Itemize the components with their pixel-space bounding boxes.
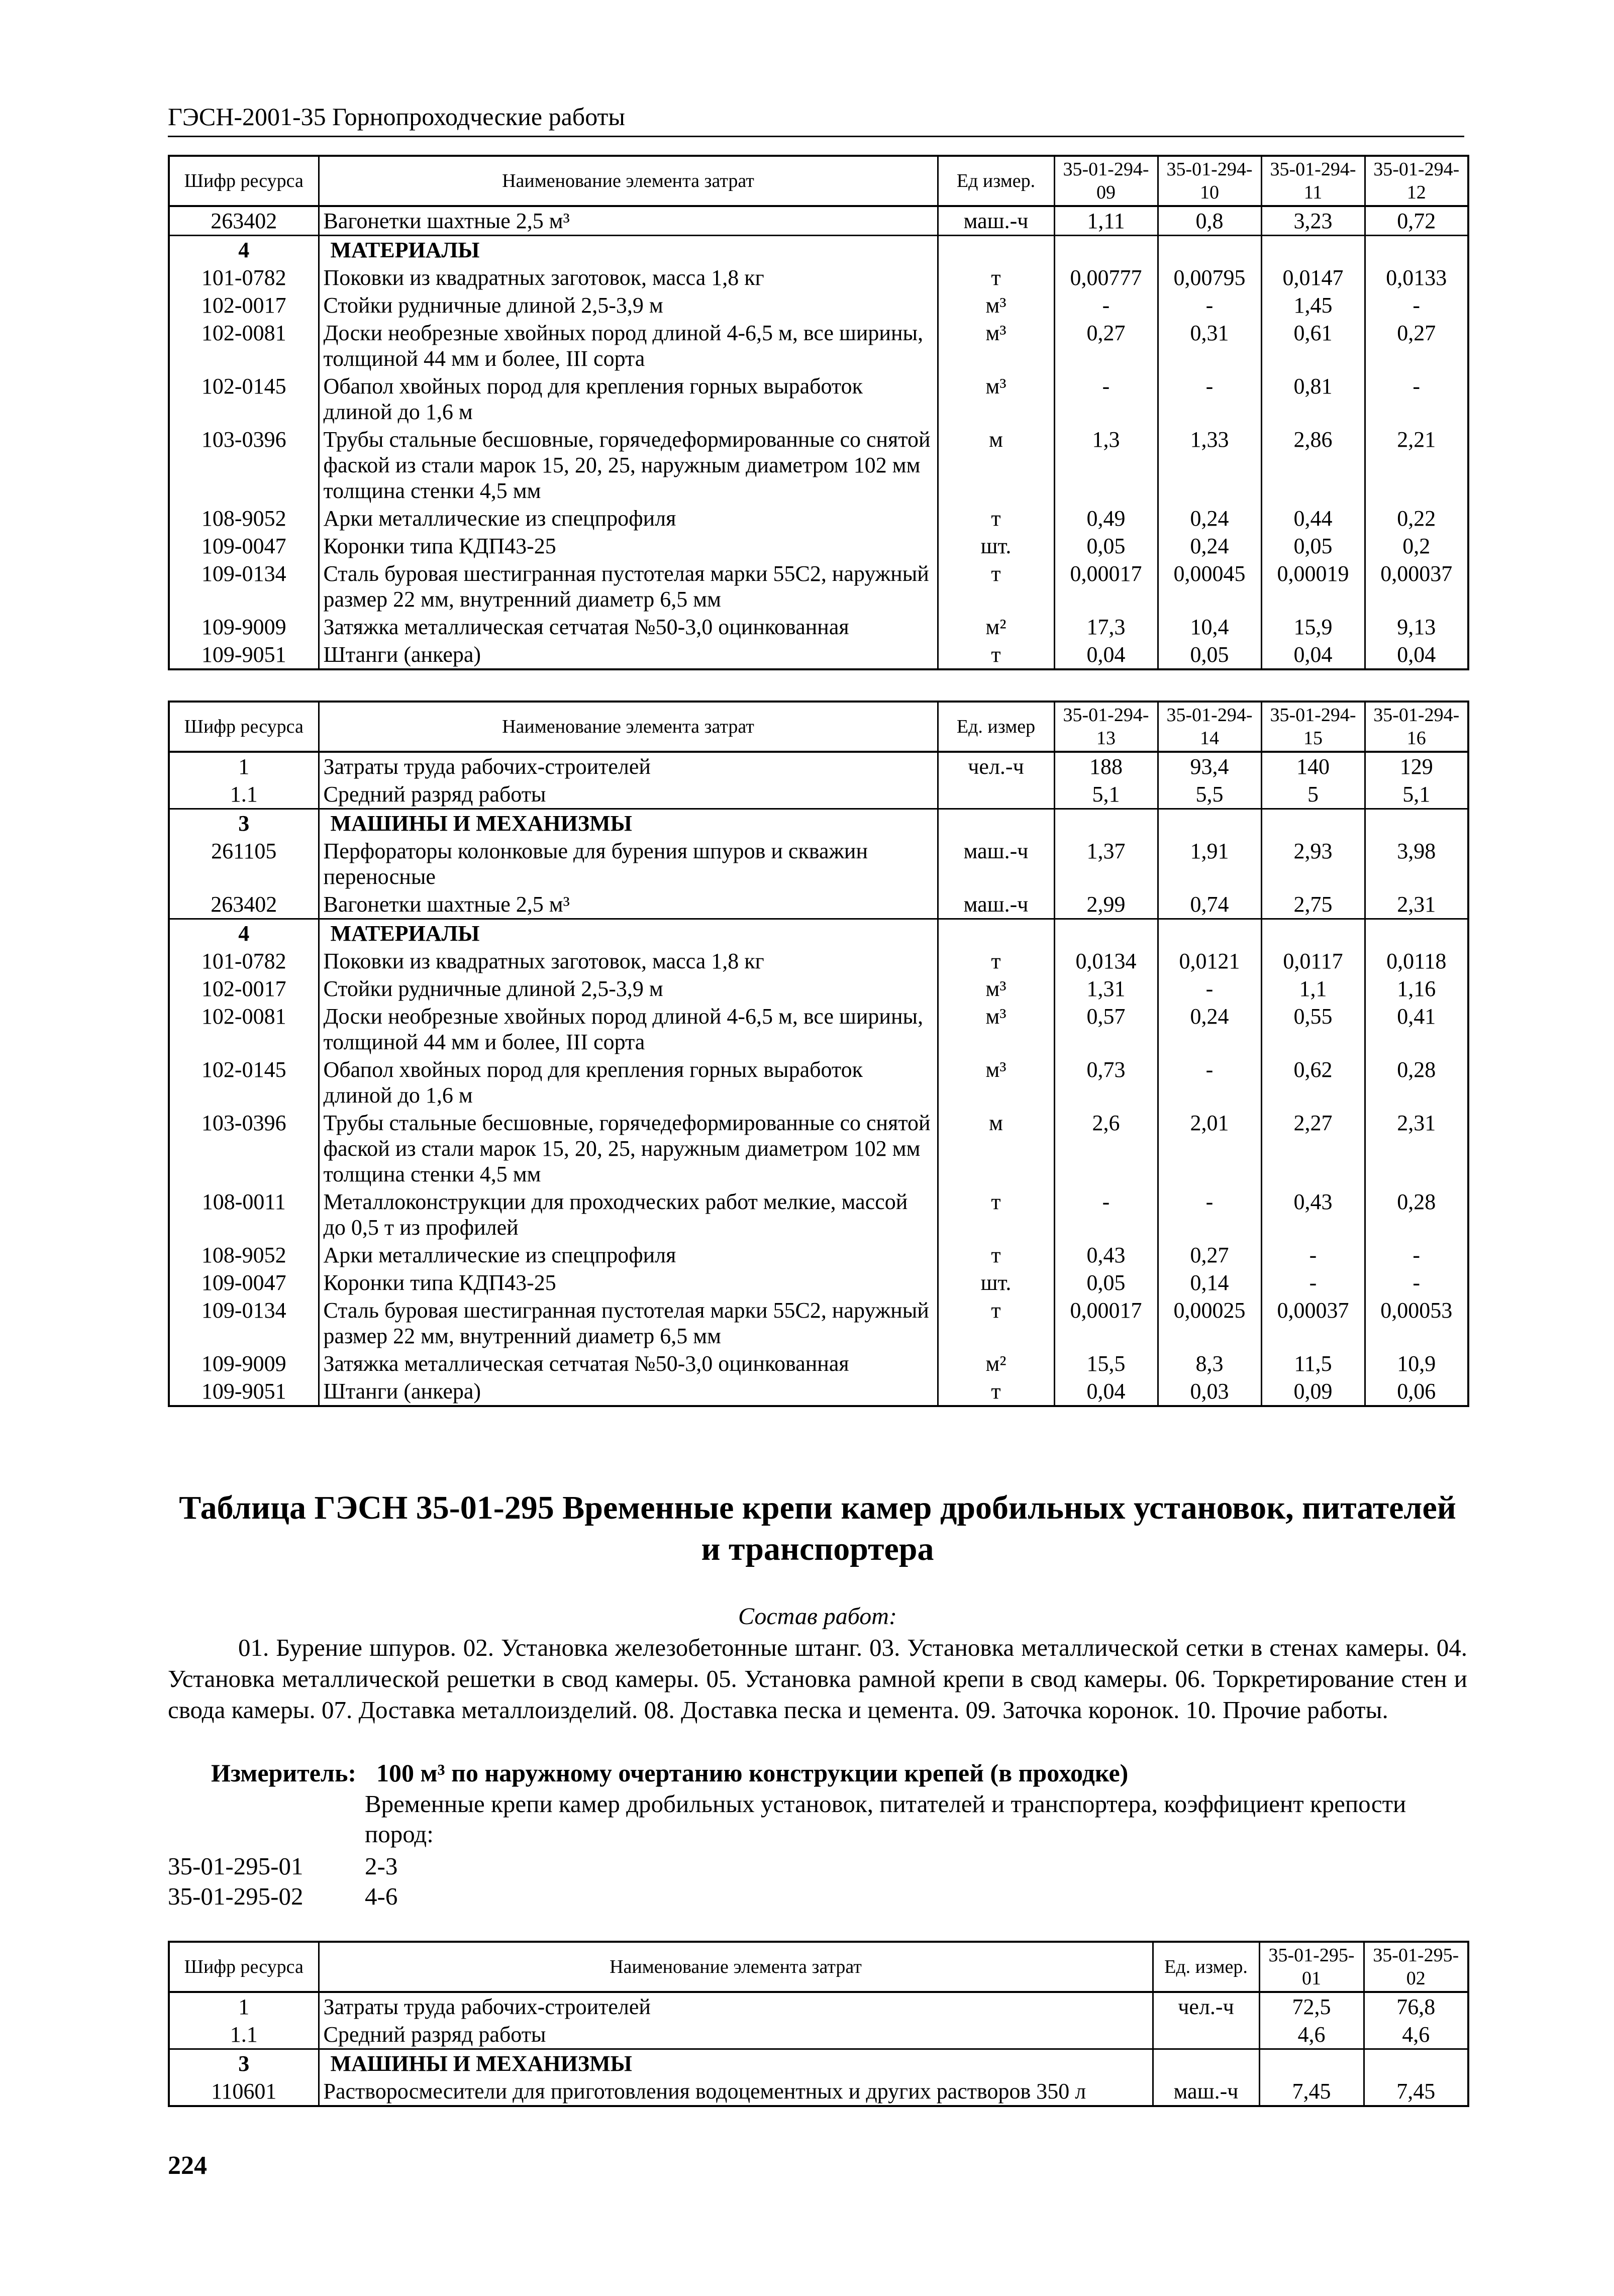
unit-cell: м xyxy=(938,1109,1054,1188)
resource-code-cell: 109-9051 xyxy=(169,641,319,669)
variant-row xyxy=(168,1881,397,1912)
table-title-295: Таблица ГЭСН 35-01-295 Временные крепи камер дробильных установок, питателей и транспортера xyxy=(179,1489,1456,1567)
norm-value-cell: 0,04 xyxy=(1261,641,1365,669)
table-row xyxy=(169,1109,1468,1188)
resource-code-cell: 109-9051 xyxy=(169,1377,319,1406)
table-row xyxy=(169,837,1468,890)
norm-value-cell: 0,31 xyxy=(1158,319,1261,372)
resource-name-cell: МАШИНЫ И МЕХАНИЗМЫ xyxy=(319,809,938,838)
unit-cell: т xyxy=(938,1296,1054,1350)
norm-value-cell: 0,00045 xyxy=(1158,560,1261,613)
resource-name-cell: Затраты труда рабочих-строителей xyxy=(319,752,938,780)
resource-name-cell: Коронки типа КДП43-25 xyxy=(319,1269,938,1296)
norm-value-cell: 0,27 xyxy=(1054,319,1158,372)
resource-name-cell: Штанги (анкера) xyxy=(319,641,938,669)
norm-value-cell: 2,27 xyxy=(1261,1109,1365,1188)
unit-cell: т xyxy=(938,1377,1054,1406)
resource-name-cell: Трубы стальные бесшовные, горячедеформированные со снятой фаской из стали марок 15, 20, 25, наружным диаметром 102 мм толщина стенки 4,5 мм xyxy=(319,426,938,505)
col-header-code: Шифр ресурса xyxy=(169,156,319,206)
meter-label: Измеритель: xyxy=(211,1759,357,1787)
variant-code: 35-01-295-01 xyxy=(168,1852,304,1880)
col-header-name: Наименование элемента затрат xyxy=(319,1942,1153,1992)
resource-name-cell: Трубы стальные бесшовные, горячедеформированные со снятой фаской из стали марок 15, 20, 25, наружным диаметром 102 мм толщина стенки 4,5 мм xyxy=(319,1109,938,1188)
norm-value-cell: 0,28 xyxy=(1365,1188,1468,1241)
meter-line xyxy=(211,1758,1148,1788)
unit-cell xyxy=(938,919,1054,948)
resource-code-cell: 109-0047 xyxy=(169,1269,319,1296)
norm-value-cell: 0,06 xyxy=(1365,1377,1468,1406)
norm-value-cell: 0,05 xyxy=(1261,532,1365,560)
resource-name-cell: Обапол хвойных пород для крепления горных выработок длиной до 1,6 м xyxy=(319,1056,938,1109)
norm-value-cell xyxy=(1365,236,1468,264)
running-header: ГЭСН-2001-35 Горнопроходческие работы xyxy=(168,102,1464,137)
norm-value-cell: 0,0117 xyxy=(1261,947,1365,975)
col-header-norm: 35-01-295-02 xyxy=(1364,1942,1468,1992)
norm-value-cell: 1,91 xyxy=(1158,837,1261,890)
table-row xyxy=(169,947,1468,975)
norm-value-cell xyxy=(1054,809,1158,838)
resource-code-cell: 108-9052 xyxy=(169,505,319,532)
page-number: 224 xyxy=(168,2151,207,2180)
resource-name-cell: МАШИНЫ И МЕХАНИЗМЫ xyxy=(319,2049,1153,2078)
norm-value-cell: 5,1 xyxy=(1054,780,1158,809)
norm-value-cell: - xyxy=(1365,1269,1468,1296)
table-row xyxy=(169,641,1468,669)
unit-cell: т xyxy=(938,641,1054,669)
resource-table-294-09-12 xyxy=(168,155,1469,670)
norm-value-cell: 2,31 xyxy=(1365,890,1468,919)
norm-value-cell: 2,86 xyxy=(1261,426,1365,505)
table-row xyxy=(169,1188,1468,1241)
resource-code-cell: 102-0145 xyxy=(169,372,319,426)
table-row xyxy=(169,1296,1468,1350)
norm-value-cell: 0,00053 xyxy=(1365,1296,1468,1350)
variant-value: 4-6 xyxy=(365,1882,398,1910)
unit-cell xyxy=(938,809,1054,838)
unit-cell: м xyxy=(938,426,1054,505)
unit-cell: маш.-ч xyxy=(938,837,1054,890)
norm-value-cell: 0,00019 xyxy=(1261,560,1365,613)
unit-cell: маш.-ч xyxy=(938,206,1054,236)
norm-value-cell: 0,14 xyxy=(1158,1269,1261,1296)
norm-value-cell: 76,8 xyxy=(1364,1992,1468,2021)
norm-value-cell: 2,31 xyxy=(1365,1109,1468,1188)
norm-value-cell xyxy=(1259,2049,1364,2078)
unit-cell: т xyxy=(938,264,1054,291)
resource-name-cell: Вагонетки шахтные 2,5 м³ xyxy=(319,890,938,919)
norm-value-cell xyxy=(1158,236,1261,264)
resource-name-cell: Растворосмесители для приготовления водоцементных и других растворов 350 л xyxy=(319,2077,1153,2106)
norm-value-cell: 15,5 xyxy=(1054,1350,1158,1377)
composition-text: 01. Бурение шпуров. 02. Установка железобетонные штанг. 03. Установка металлической сетки в стенах камеры. 04. Установка металлической решетки в свод камеры. 05. Установка рамной крепи в свод камеры. 06. Торкретирование стен и свода камеры. 07. Доставка металлоизделий. 08. Доставка песка и цемента. 09. Заточка коронок. 10. Прочие работы. xyxy=(168,1634,1467,1724)
norm-value-cell: - xyxy=(1365,291,1468,319)
unit-cell: м³ xyxy=(938,372,1054,426)
table-row xyxy=(169,291,1468,319)
norm-value-cell: 1,45 xyxy=(1261,291,1365,319)
resource-code-cell: 4 xyxy=(169,919,319,948)
table-row xyxy=(169,1241,1468,1269)
norm-value-cell: 0,24 xyxy=(1158,532,1261,560)
norm-value-cell: 129 xyxy=(1365,752,1468,780)
unit-cell: м³ xyxy=(938,975,1054,1003)
col-header-norm: 35-01-294-14 xyxy=(1158,702,1261,752)
col-header-norm: 35-01-295-01 xyxy=(1259,1942,1364,1992)
norm-value-cell xyxy=(1261,809,1365,838)
norm-value-cell: - xyxy=(1158,1056,1261,1109)
norm-value-cell: 0,00037 xyxy=(1261,1296,1365,1350)
resource-code-cell: 102-0081 xyxy=(169,1003,319,1056)
table-row xyxy=(169,975,1468,1003)
resource-name-cell: Стойки рудничные длиной 2,5-3,9 м xyxy=(319,975,938,1003)
norm-value-cell: - xyxy=(1054,372,1158,426)
norm-value-cell: 2,75 xyxy=(1261,890,1365,919)
table-row xyxy=(169,2049,1468,2078)
norm-value-cell: 0,00017 xyxy=(1054,560,1158,613)
unit-cell xyxy=(1153,2021,1259,2049)
norm-value-cell: - xyxy=(1365,1241,1468,1269)
resource-code-cell: 1.1 xyxy=(169,780,319,809)
norm-value-cell xyxy=(1054,919,1158,948)
resource-code-cell: 263402 xyxy=(169,890,319,919)
norm-value-cell: 0,61 xyxy=(1261,319,1365,372)
norm-value-cell: 8,3 xyxy=(1158,1350,1261,1377)
resource-name-cell: Поковки из квадратных заготовок, масса 1,8 кг xyxy=(319,264,938,291)
norm-value-cell: 0,49 xyxy=(1054,505,1158,532)
norm-value-cell: 1,37 xyxy=(1054,837,1158,890)
resource-name-cell: Арки металлические из спецпрофиля xyxy=(319,505,938,532)
norm-value-cell: 0,43 xyxy=(1054,1241,1158,1269)
norm-value-cell: 1,31 xyxy=(1054,975,1158,1003)
norm-value-cell xyxy=(1261,236,1365,264)
unit-cell: м² xyxy=(938,1350,1054,1377)
col-header-norm: 35-01-294-13 xyxy=(1054,702,1158,752)
table-row xyxy=(169,560,1468,613)
resource-code-cell: 103-0396 xyxy=(169,1109,319,1188)
unit-cell xyxy=(938,236,1054,264)
table-row xyxy=(169,2021,1468,2049)
norm-value-cell: 0,0121 xyxy=(1158,947,1261,975)
norm-value-cell: - xyxy=(1054,291,1158,319)
resource-code-cell: 108-9052 xyxy=(169,1241,319,1269)
table-row xyxy=(169,532,1468,560)
norm-value-cell: 72,5 xyxy=(1259,1992,1364,2021)
norm-value-cell: 0,04 xyxy=(1365,641,1468,669)
table-row xyxy=(169,752,1468,780)
norm-value-cell: - xyxy=(1261,1269,1365,1296)
norm-value-cell: 17,3 xyxy=(1054,613,1158,641)
unit-cell: м² xyxy=(938,613,1054,641)
norm-value-cell: 0,57 xyxy=(1054,1003,1158,1056)
resource-name-cell: Затяжка металлическая сетчатая №50-3,0 оцинкованная xyxy=(319,1350,938,1377)
resource-code-cell: 1 xyxy=(169,752,319,780)
table-row xyxy=(169,1377,1468,1406)
resource-name-cell: Сталь буровая шестигранная пустотелая марки 55С2, наружный размер 22 мм, внутренний диаметр 6,5 мм xyxy=(319,1296,938,1350)
norm-value-cell: 0,00037 xyxy=(1365,560,1468,613)
resource-table-295 xyxy=(168,1941,1469,2107)
norm-value-cell: 9,13 xyxy=(1365,613,1468,641)
col-header-norm: 35-01-294-15 xyxy=(1261,702,1365,752)
norm-value-cell: 0,74 xyxy=(1158,890,1261,919)
norm-value-cell: 2,6 xyxy=(1054,1109,1158,1188)
norm-value-cell: 0,62 xyxy=(1261,1056,1365,1109)
norm-value-cell: 140 xyxy=(1261,752,1365,780)
norm-value-cell: 0,27 xyxy=(1158,1241,1261,1269)
norm-value-cell: 1,3 xyxy=(1054,426,1158,505)
resource-name-cell: МАТЕРИАЛЫ xyxy=(319,919,938,948)
norm-value-cell: - xyxy=(1261,1241,1365,1269)
norm-value-cell: 0,8 xyxy=(1158,206,1261,236)
resource-code-cell: 102-0081 xyxy=(169,319,319,372)
resource-code-cell: 3 xyxy=(169,2049,319,2078)
table-body xyxy=(169,206,1468,669)
norm-value-cell: 0,05 xyxy=(1054,532,1158,560)
resource-table-294-13-16 xyxy=(168,701,1469,1407)
norm-value-cell: 1,33 xyxy=(1158,426,1261,505)
norm-value-cell xyxy=(1054,236,1158,264)
col-header-code: Шифр ресурса xyxy=(169,1942,319,1992)
col-header-norm: 35-01-294-12 xyxy=(1365,156,1468,206)
table-row xyxy=(169,372,1468,426)
unit-cell: м³ xyxy=(938,291,1054,319)
col-header-unit: Ед измер. xyxy=(938,156,1054,206)
norm-value-cell: 0,41 xyxy=(1365,1003,1468,1056)
norm-value-cell: 5 xyxy=(1261,780,1365,809)
table-row xyxy=(169,505,1468,532)
norm-value-cell: 93,4 xyxy=(1158,752,1261,780)
norm-value-cell: 0,0147 xyxy=(1261,264,1365,291)
resource-code-cell: 103-0396 xyxy=(169,426,319,505)
resource-code-cell: 263402 xyxy=(169,206,319,236)
unit-cell: т xyxy=(938,1188,1054,1241)
resource-code-cell: 109-0047 xyxy=(169,532,319,560)
unit-cell: м³ xyxy=(938,319,1054,372)
resource-name-cell: Доски необрезные хвойных пород длиной 4-6,5 м, все ширины, толщиной 44 мм и более, III сорта xyxy=(319,319,938,372)
unit-cell: шт. xyxy=(938,1269,1054,1296)
norm-value-cell: 1,16 xyxy=(1365,975,1468,1003)
table-row xyxy=(169,919,1468,948)
norm-value-cell: 0,00777 xyxy=(1054,264,1158,291)
norm-value-cell: 0,00025 xyxy=(1158,1296,1261,1350)
norm-value-cell: 0,55 xyxy=(1261,1003,1365,1056)
resource-name-cell: Металлоконструкции для проходческих работ мелкие, массой до 0,5 т из профилей xyxy=(319,1188,938,1241)
norm-value-cell: 10,9 xyxy=(1365,1350,1468,1377)
resource-code-cell: 1 xyxy=(169,1992,319,2021)
norm-value-cell: 0,04 xyxy=(1054,1377,1158,1406)
composition-heading: Состав работ: xyxy=(738,1603,897,1630)
table-header-row xyxy=(169,1942,1468,1992)
norm-value-cell: 0,72 xyxy=(1365,206,1468,236)
norm-value-cell: 2,93 xyxy=(1261,837,1365,890)
resource-name-cell: Обапол хвойных пород для крепления горных выработок длиной до 1,6 м xyxy=(319,372,938,426)
norm-value-cell: 0,05 xyxy=(1158,641,1261,669)
norm-value-cell: 0,0118 xyxy=(1365,947,1468,975)
unit-cell: маш.-ч xyxy=(1153,2077,1259,2106)
norm-value-cell: - xyxy=(1158,975,1261,1003)
norm-value-cell: 0,00795 xyxy=(1158,264,1261,291)
col-header-unit: Ед. измер xyxy=(938,702,1054,752)
norm-value-cell: 3,98 xyxy=(1365,837,1468,890)
norm-value-cell: 0,27 xyxy=(1365,319,1468,372)
norm-value-cell xyxy=(1364,2049,1468,2078)
table-row xyxy=(169,236,1468,264)
resource-code-cell: 4 xyxy=(169,236,319,264)
resource-name-cell: Сталь буровая шестигранная пустотелая марки 55С2, наружный размер 22 мм, внутренний диаметр 6,5 мм xyxy=(319,560,938,613)
norm-value-cell: - xyxy=(1158,291,1261,319)
table-row xyxy=(169,1269,1468,1296)
resource-name-cell: Затраты труда рабочих-строителей xyxy=(319,1992,1153,2021)
unit-cell xyxy=(938,780,1054,809)
resource-name-cell: Средний разряд работы xyxy=(319,780,938,809)
resource-code-cell: 102-0017 xyxy=(169,975,319,1003)
resource-code-cell: 110601 xyxy=(169,2077,319,2106)
norm-value-cell: - xyxy=(1158,372,1261,426)
col-header-name: Наименование элемента затрат xyxy=(319,702,938,752)
col-header-norm: 35-01-294-09 xyxy=(1054,156,1158,206)
table-row xyxy=(169,780,1468,809)
table-row xyxy=(169,1350,1468,1377)
variants-description: Временные крепи камер дробильных установок, питателей и транспортера, коэффициент крепости пород: xyxy=(365,1790,1406,1848)
resource-code-cell: 109-9009 xyxy=(169,613,319,641)
norm-value-cell: 0,24 xyxy=(1158,505,1261,532)
resource-name-cell: Стойки рудничные длиной 2,5-3,9 м xyxy=(319,291,938,319)
unit-cell: м³ xyxy=(938,1056,1054,1109)
norm-value-cell: 4,6 xyxy=(1259,2021,1364,2049)
norm-value-cell: 7,45 xyxy=(1259,2077,1364,2106)
norm-value-cell: 2,01 xyxy=(1158,1109,1261,1188)
norm-value-cell: 0,81 xyxy=(1261,372,1365,426)
table-row xyxy=(169,264,1468,291)
col-header-unit: Ед. измер. xyxy=(1153,1942,1259,1992)
resource-name-cell: Перфораторы колонковые для бурения шпуров и скважин переносные xyxy=(319,837,938,890)
table-row xyxy=(169,1003,1468,1056)
resource-code-cell: 102-0145 xyxy=(169,1056,319,1109)
col-header-name: Наименование элемента затрат xyxy=(319,156,938,206)
col-header-norm: 35-01-294-10 xyxy=(1158,156,1261,206)
norm-value-cell: 7,45 xyxy=(1364,2077,1468,2106)
resource-name-cell: Доски необрезные хвойных пород длиной 4-6,5 м, все ширины, толщиной 44 мм и более, III сорта xyxy=(319,1003,938,1056)
norm-value-cell: 1,11 xyxy=(1054,206,1158,236)
table-row xyxy=(169,319,1468,372)
norm-value-cell: 10,4 xyxy=(1158,613,1261,641)
norm-value-cell: 2,21 xyxy=(1365,426,1468,505)
norm-value-cell: 0,0134 xyxy=(1054,947,1158,975)
table-row xyxy=(169,1056,1468,1109)
norm-value-cell: 0,44 xyxy=(1261,505,1365,532)
table-header-row xyxy=(169,702,1468,752)
norm-value-cell xyxy=(1365,919,1468,948)
norm-value-cell: 0,43 xyxy=(1261,1188,1365,1241)
resource-name-cell: Коронки типа КДП43-25 xyxy=(319,532,938,560)
table-body xyxy=(169,752,1468,1406)
col-header-norm: 35-01-294-16 xyxy=(1365,702,1468,752)
unit-cell xyxy=(1153,2049,1259,2078)
resource-name-cell: МАТЕРИАЛЫ xyxy=(319,236,938,264)
norm-value-cell: 0,05 xyxy=(1054,1269,1158,1296)
unit-cell: шт. xyxy=(938,532,1054,560)
norm-value-cell: 0,28 xyxy=(1365,1056,1468,1109)
resource-code-cell: 109-9009 xyxy=(169,1350,319,1377)
resource-code-cell: 1.1 xyxy=(169,2021,319,2049)
variant-code: 35-01-295-02 xyxy=(168,1882,304,1910)
norm-value-cell xyxy=(1158,809,1261,838)
resource-code-cell: 3 xyxy=(169,809,319,838)
resource-name-cell: Штанги (анкера) xyxy=(319,1377,938,1406)
variant-value: 2-3 xyxy=(365,1852,398,1880)
table-body xyxy=(169,1992,1468,2106)
norm-value-cell: 4,6 xyxy=(1364,2021,1468,2049)
resource-code-cell: 109-0134 xyxy=(169,560,319,613)
norm-value-cell: 5,5 xyxy=(1158,780,1261,809)
meter-value: 100 м³ по наружному очертанию конструкции крепей (в проходке) xyxy=(376,1759,1129,1787)
norm-value-cell: - xyxy=(1054,1188,1158,1241)
unit-cell: маш.-ч xyxy=(938,890,1054,919)
unit-cell: т xyxy=(938,505,1054,532)
resource-code-cell: 261105 xyxy=(169,837,319,890)
norm-value-cell: 0,24 xyxy=(1158,1003,1261,1056)
resource-code-cell: 102-0017 xyxy=(169,291,319,319)
table-row xyxy=(169,2077,1468,2106)
resource-code-cell: 101-0782 xyxy=(169,947,319,975)
norm-value-cell: 0,03 xyxy=(1158,1377,1261,1406)
norm-value-cell: 1,1 xyxy=(1261,975,1365,1003)
resource-name-cell: Затяжка металлическая сетчатая №50-3,0 оцинкованная xyxy=(319,613,938,641)
norm-value-cell: - xyxy=(1365,372,1468,426)
norm-value-cell: 11,5 xyxy=(1261,1350,1365,1377)
norm-value-cell: 188 xyxy=(1054,752,1158,780)
col-header-code: Шифр ресурса xyxy=(169,702,319,752)
table-row xyxy=(169,890,1468,919)
unit-cell: т xyxy=(938,947,1054,975)
resource-name-cell: Поковки из квадратных заготовок, масса 1,8 кг xyxy=(319,947,938,975)
norm-value-cell: 0,73 xyxy=(1054,1056,1158,1109)
unit-cell: т xyxy=(938,1241,1054,1269)
unit-cell: т xyxy=(938,560,1054,613)
resource-name-cell: Вагонетки шахтные 2,5 м³ xyxy=(319,206,938,236)
resource-name-cell: Арки металлические из спецпрофиля xyxy=(319,1241,938,1269)
norm-value-cell: 0,2 xyxy=(1365,532,1468,560)
norm-value-cell: - xyxy=(1158,1188,1261,1241)
table-row xyxy=(169,206,1468,236)
norm-value-cell: 0,00017 xyxy=(1054,1296,1158,1350)
norm-value-cell: 2,99 xyxy=(1054,890,1158,919)
table-row xyxy=(169,1992,1468,2021)
table-row xyxy=(169,426,1468,505)
norm-value-cell: 0,04 xyxy=(1054,641,1158,669)
norm-value-cell xyxy=(1158,919,1261,948)
resource-name-cell: Средний разряд работы xyxy=(319,2021,1153,2049)
col-header-norm: 35-01-294-11 xyxy=(1261,156,1365,206)
variant-row xyxy=(168,1851,397,1881)
table-header-row xyxy=(169,156,1468,206)
norm-value-cell: 0,0133 xyxy=(1365,264,1468,291)
table-row xyxy=(169,613,1468,641)
unit-cell: м³ xyxy=(938,1003,1054,1056)
norm-value-cell: 3,23 xyxy=(1261,206,1365,236)
norm-value-cell: 15,9 xyxy=(1261,613,1365,641)
norm-value-cell xyxy=(1261,919,1365,948)
resource-code-cell: 109-0134 xyxy=(169,1296,319,1350)
norm-value-cell xyxy=(1365,809,1468,838)
norm-value-cell: 0,09 xyxy=(1261,1377,1365,1406)
resource-code-cell: 108-0011 xyxy=(169,1188,319,1241)
resource-code-cell: 101-0782 xyxy=(169,264,319,291)
table-row xyxy=(169,809,1468,838)
norm-value-cell: 5,1 xyxy=(1365,780,1468,809)
unit-cell: чел.-ч xyxy=(1153,1992,1259,2021)
unit-cell: чел.-ч xyxy=(938,752,1054,780)
norm-value-cell: 0,22 xyxy=(1365,505,1468,532)
